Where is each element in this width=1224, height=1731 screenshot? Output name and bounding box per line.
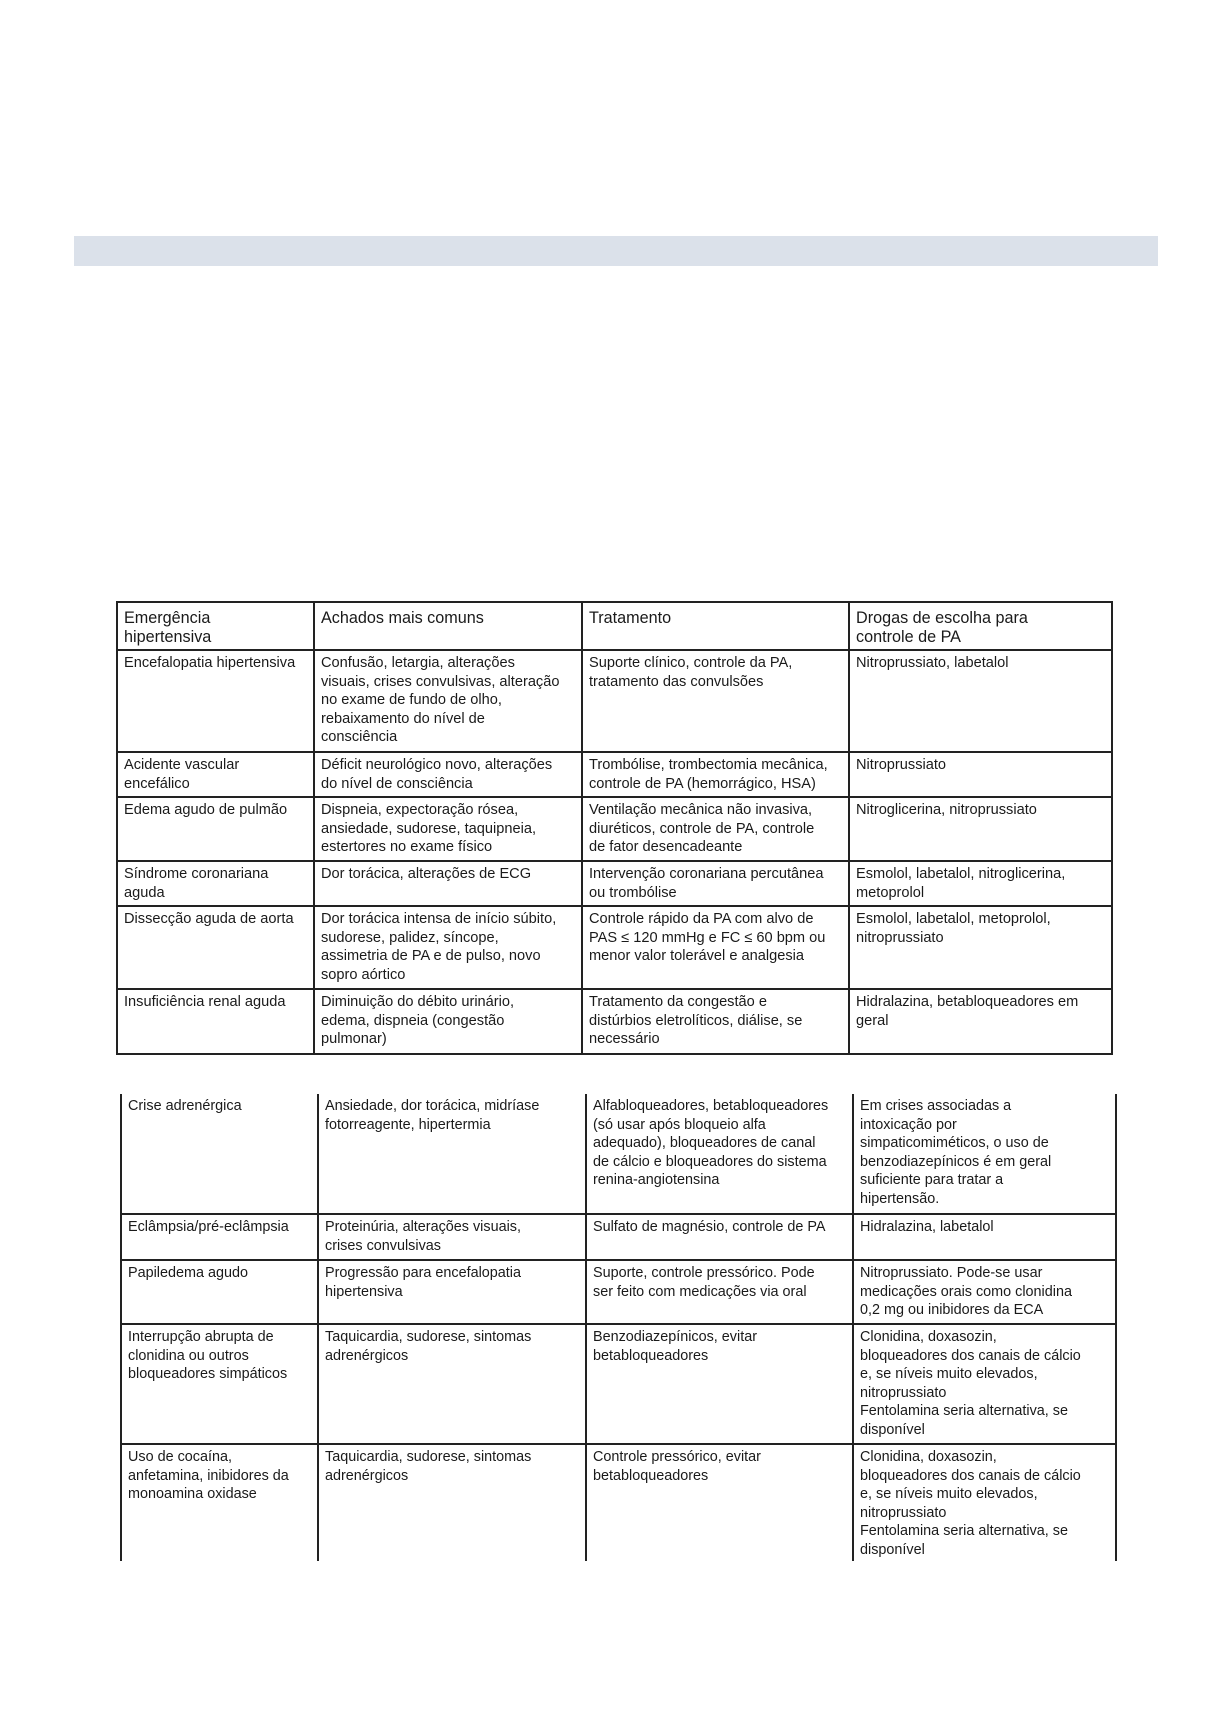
table-cell: Intervenção coronariana percutânea ou trombólise: [582, 861, 849, 906]
table-cell: Eclâmpsia/pré-eclâmpsia: [121, 1214, 318, 1260]
table-cell: Esmolol, labetalol, nitroglicerina, metoprolol: [849, 861, 1112, 906]
hypertensive-emergencies-table-continued: [120, 1094, 1117, 1561]
table-cell: Hidralazina, betabloqueadores em geral: [849, 989, 1112, 1054]
table-cell: Acidente vascular encefálico: [117, 752, 314, 797]
table-cell: Encefalopatia hipertensiva: [117, 650, 314, 752]
table-cell: Papiledema agudo: [121, 1260, 318, 1324]
table-cell: Taquicardia, sudorese, sintomas adrenérgicos: [318, 1444, 586, 1561]
table-cell: Controle pressórico, evitar betabloqueadores: [586, 1444, 853, 1561]
table-cell: Clonidina, doxasozin, bloqueadores dos canais de cálcio e, se níveis muito elevados, nitroprussiato Fentolamina seria alternativa, se disponível: [853, 1324, 1116, 1444]
table-cell: Ansiedade, dor torácica, midríase fotorreagente, hipertermia: [318, 1094, 586, 1214]
table-cell: Tratamento da congestão e distúrbios eletrolíticos, diálise, se necessário: [582, 989, 849, 1054]
table-row: [121, 1094, 1116, 1214]
table-cell: Nitroprussiato, labetalol: [849, 650, 1112, 752]
table-cell: Proteinúria, alterações visuais, crises convulsivas: [318, 1214, 586, 1260]
hypertensive-emergencies-table: [116, 601, 1113, 1055]
table-cell: Interrupção abrupta de clonidina ou outros bloqueadores simpáticos: [121, 1324, 318, 1444]
table-cell: Dor torácica, alterações de ECG: [314, 861, 582, 906]
table-cell: Dispneia, expectoração rósea, ansiedade, sudorese, taquipneia, estertores no exame físico: [314, 797, 582, 861]
table-cell: Insuficiência renal aguda: [117, 989, 314, 1054]
table-cell: Uso de cocaína, anfetamina, inibidores da monoamina oxidase: [121, 1444, 318, 1561]
table-row: [117, 861, 1112, 906]
table-cell: Nitroglicerina, nitroprussiato: [849, 797, 1112, 861]
table-cell: Síndrome coronariana aguda: [117, 861, 314, 906]
table-row: [121, 1214, 1116, 1260]
table-cell: Dor torácica intensa de início súbito, sudorese, palidez, síncope, assimetria de PA e de pulso, novo sopro aórtico: [314, 906, 582, 989]
table-row: [117, 989, 1112, 1054]
table-cell: Suporte, controle pressórico. Pode ser feito com medicações via oral: [586, 1260, 853, 1324]
table-cell: Ventilação mecânica não invasiva, diuréticos, controle de PA, controle de fator desencadeante: [582, 797, 849, 861]
table-cell: Alfabloqueadores, betabloqueadores (só usar após bloqueio alfa adequado), bloqueadores de canal de cálcio e bloqueadores do sistema renina-angiotensina: [586, 1094, 853, 1214]
table-cell: Esmolol, labetalol, metoprolol, nitroprussiato: [849, 906, 1112, 989]
table-cell: Nitroprussiato. Pode-se usar medicações orais como clonidina 0,2 mg ou inibidores da ECA: [853, 1260, 1116, 1324]
table-cell: Em crises associadas a intoxicação por simpaticomiméticos, o uso de benzodiazepínicos é em geral suficiente para tratar a hipertensão.: [853, 1094, 1116, 1214]
table-cell: Nitroprussiato: [849, 752, 1112, 797]
table-cell: Trombólise, trombectomia mecânica, controle de PA (hemorrágico, HSA): [582, 752, 849, 797]
table-row: [117, 752, 1112, 797]
header-cell: Tratamento: [582, 602, 849, 650]
table-row: [121, 1324, 1116, 1444]
section-header-band: [74, 236, 1158, 266]
table-cell: Clonidina, doxasozin, bloqueadores dos canais de cálcio e, se níveis muito elevados, nitroprussiato Fentolamina seria alternativa, se disponível: [853, 1444, 1116, 1561]
table-cell: Hidralazina, labetalol: [853, 1214, 1116, 1260]
header-cell: Drogas de escolha para controle de PA: [849, 602, 1112, 650]
table-cell: Confusão, letargia, alterações visuais, crises convulsivas, alteração no exame de fundo de olho, rebaixamento do nível de consciência: [314, 650, 582, 752]
table-cell: Déficit neurológico novo, alterações do nível de consciência: [314, 752, 582, 797]
header-cell: Emergência hipertensiva: [117, 602, 314, 650]
table-cell: Progressão para encefalopatia hipertensiva: [318, 1260, 586, 1324]
table-cell: Crise adrenérgica: [121, 1094, 318, 1214]
table-row: [121, 1260, 1116, 1324]
table-cell: Benzodiazepínicos, evitar betabloqueadores: [586, 1324, 853, 1444]
table-row: [117, 650, 1112, 752]
table-cell: Sulfato de magnésio, controle de PA: [586, 1214, 853, 1260]
header-cell: Achados mais comuns: [314, 602, 582, 650]
table-header-row: [117, 602, 1112, 650]
table-cell: Taquicardia, sudorese, sintomas adrenérgicos: [318, 1324, 586, 1444]
table-row: [121, 1444, 1116, 1561]
table-row: [117, 797, 1112, 861]
table-cell: Edema agudo de pulmão: [117, 797, 314, 861]
table-cell: Dissecção aguda de aorta: [117, 906, 314, 989]
table-row: [117, 906, 1112, 989]
table-cell: Controle rápido da PA com alvo de PAS ≤ 120 mmHg e FC ≤ 60 bpm ou menor valor tolerável e analgesia: [582, 906, 849, 989]
table-cell: Suporte clínico, controle da PA, tratamento das convulsões: [582, 650, 849, 752]
table-cell: Diminuição do débito urinário, edema, dispneia (congestão pulmonar): [314, 989, 582, 1054]
